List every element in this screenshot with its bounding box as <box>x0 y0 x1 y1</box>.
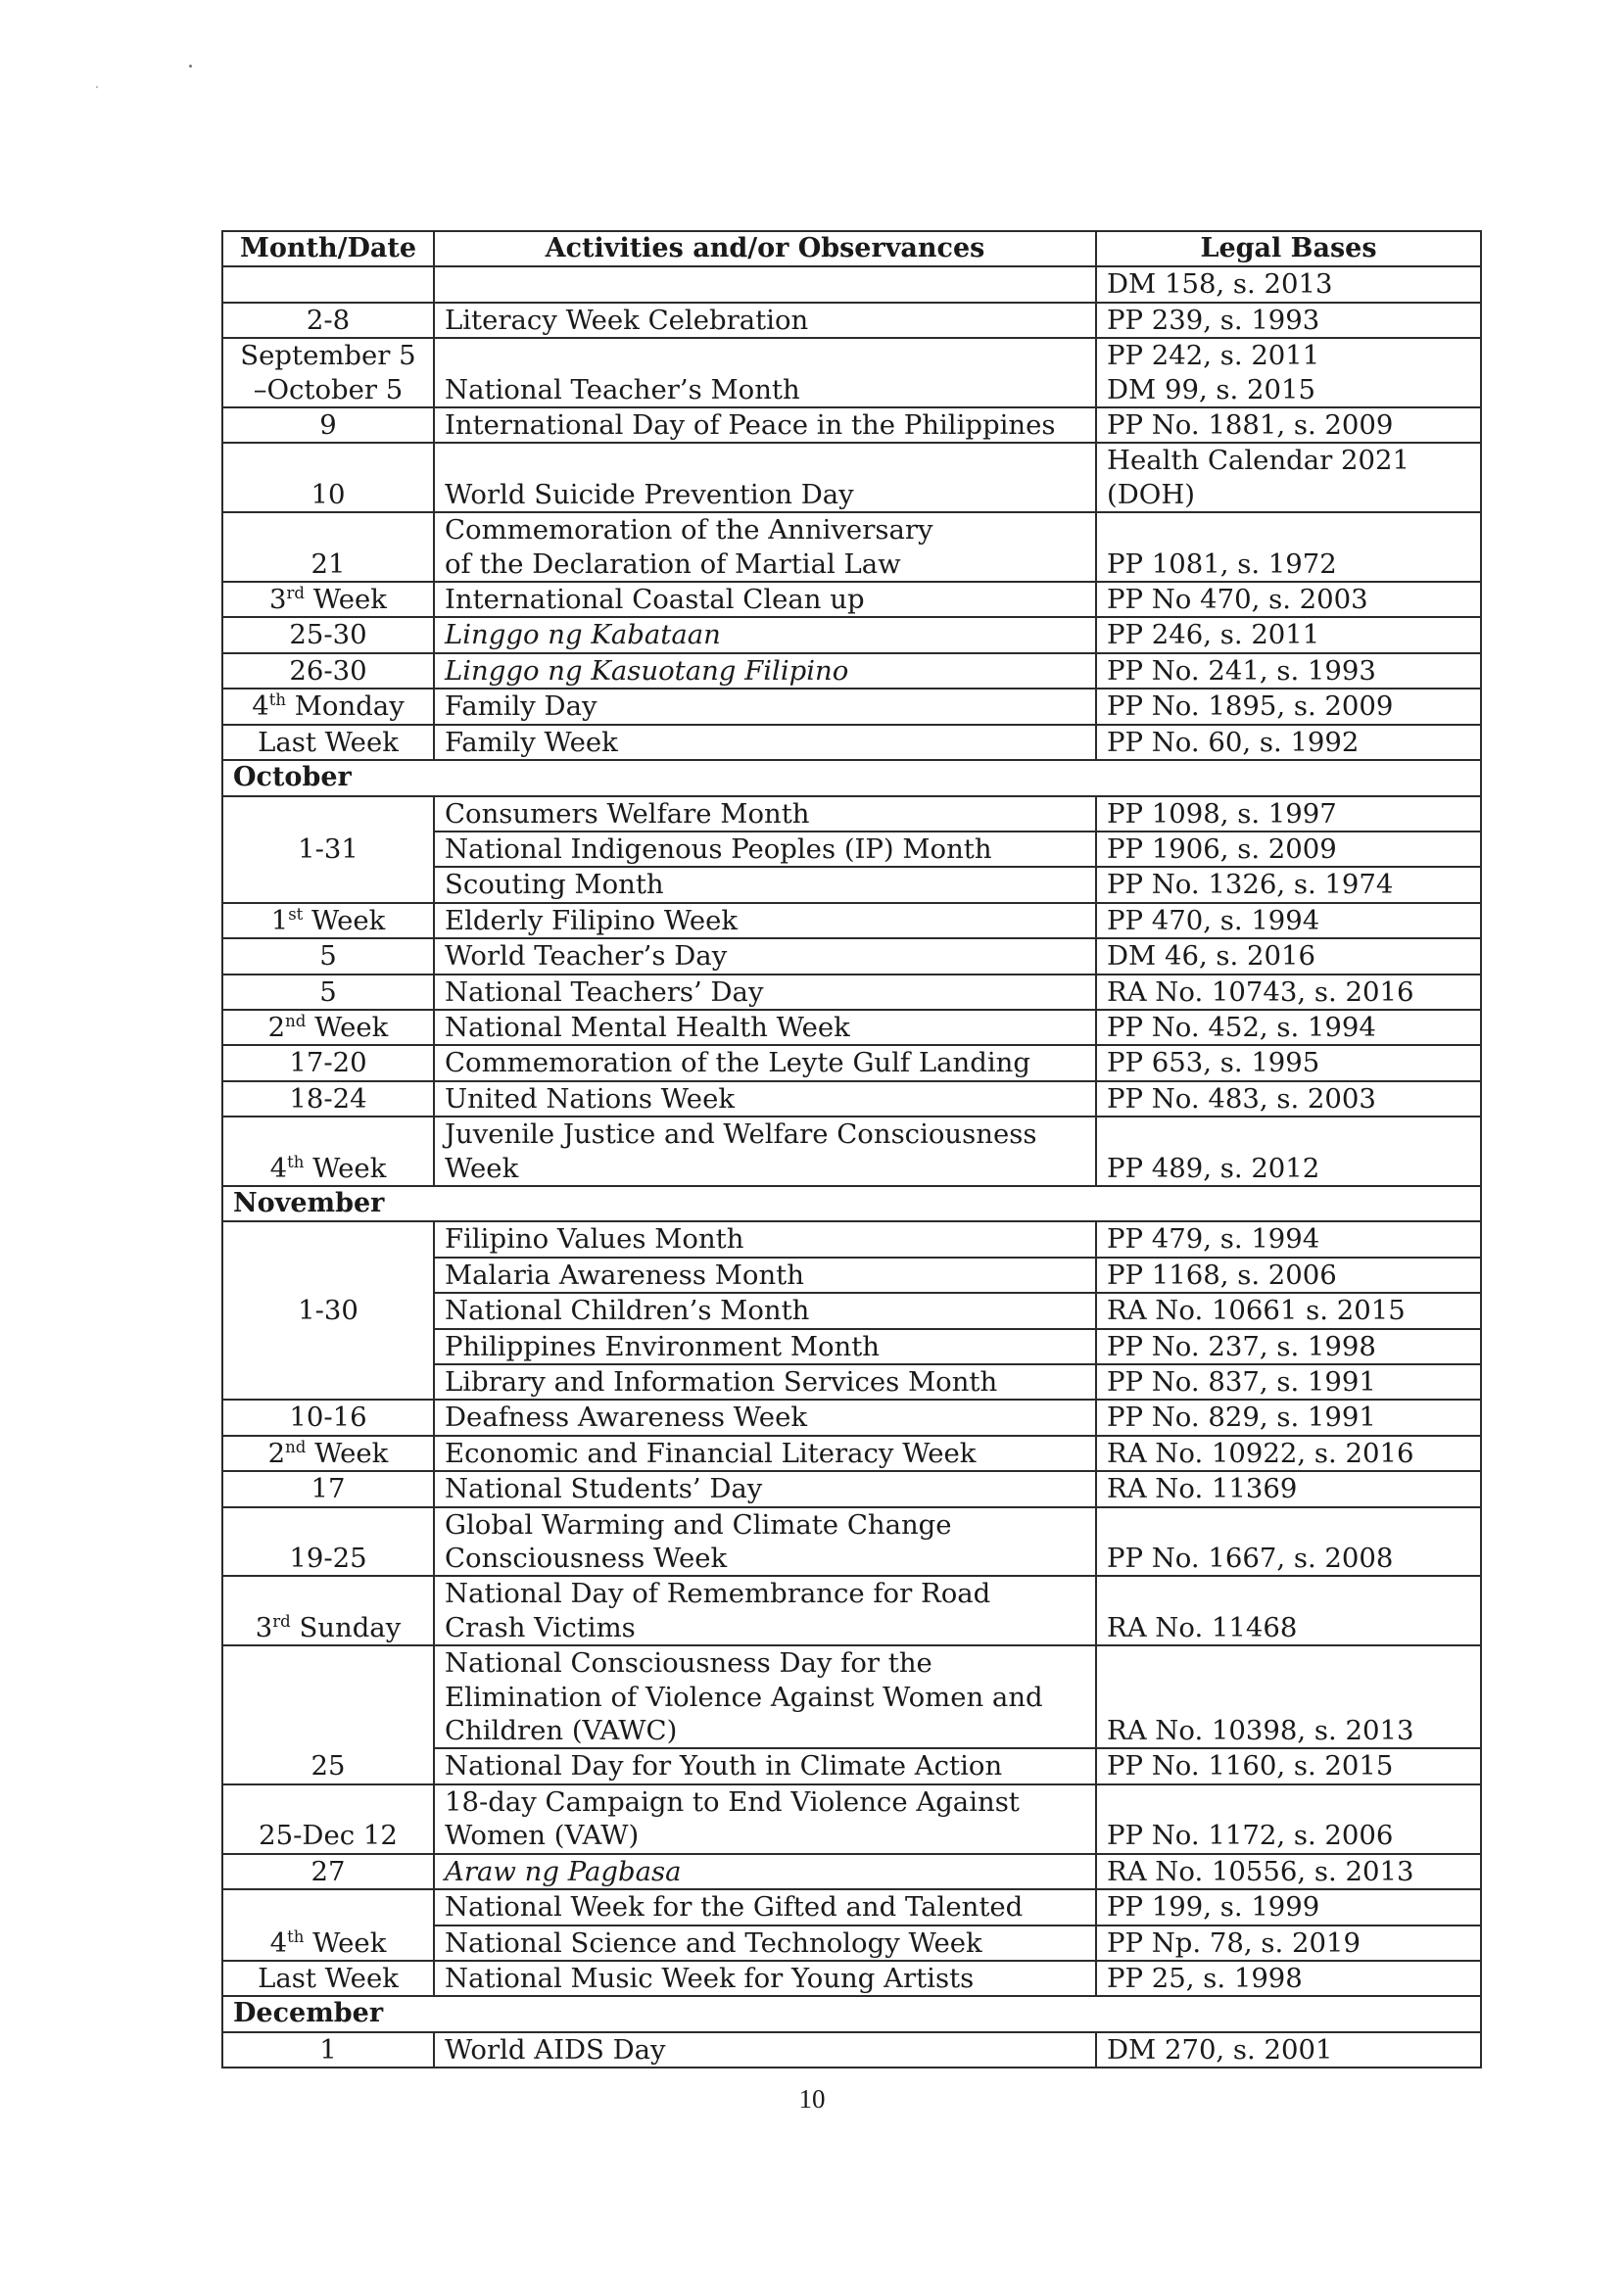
date-unit: Week <box>306 1011 389 1043</box>
activity-cell: National Week for the Gifted and Talented <box>434 1889 1096 1925</box>
date-cell <box>222 1436 434 1471</box>
activity-cell: World Teacher’s Day <box>434 938 1096 974</box>
basis-cell: PP No. 60, s. 1992 <box>1096 725 1481 760</box>
date-cell <box>222 582 434 617</box>
month-heading-december: December <box>222 1996 1481 2031</box>
ordinal-number: 2 <box>267 1011 286 1043</box>
activity-cell <box>434 1576 1096 1645</box>
basis-cell: PP 199, s. 1999 <box>1096 1889 1481 1925</box>
activity-line: Women (VAW) <box>445 1820 640 1852</box>
basis-cell: PP 470, s. 1994 <box>1096 903 1481 938</box>
header-legal-bases: Legal Bases <box>1096 231 1481 266</box>
ordinal-number: 1 <box>270 904 289 936</box>
table-row <box>222 1221 1481 1257</box>
ordinal-suffix: th <box>287 1926 305 1946</box>
date-cell: 1 <box>222 2032 434 2068</box>
date-cell: Last Week <box>222 725 434 760</box>
activity-cell: Philippines Environment Month <box>434 1329 1096 1364</box>
basis-cell: PP No. 452, s. 1994 <box>1096 1010 1481 1045</box>
activity-cell: International Day of Peace in the Philippines <box>434 407 1096 443</box>
basis-cell: RA No. 10556, s. 2013 <box>1096 1854 1481 1889</box>
table-row <box>222 1784 1481 1854</box>
date-unit: Week <box>303 904 386 936</box>
activity-cell: World Suicide Prevention Day <box>434 443 1096 512</box>
date-unit: Week <box>304 1926 387 1959</box>
basis-cell: RA No. 10743, s. 2016 <box>1096 975 1481 1010</box>
date-unit: Monday <box>286 690 405 723</box>
ordinal-number: 2 <box>267 1437 286 1469</box>
activity-cell: World AIDS Day <box>434 2032 1096 2068</box>
date-cell: 25-30 <box>222 617 434 652</box>
basis-cell: PP No. 1160, s. 2015 <box>1096 1748 1481 1783</box>
date-cell <box>222 1889 434 1961</box>
activity-line: Global Warming and Climate Change <box>445 1508 952 1541</box>
table-row <box>222 617 1481 652</box>
activity-cell <box>434 1117 1096 1186</box>
activity-cell: Malaria Awareness Month <box>434 1258 1096 1293</box>
activity-line: 18-day Campaign to End Violence Against <box>445 1785 1020 1818</box>
table-row <box>222 512 1481 582</box>
activity-cell <box>434 1784 1096 1854</box>
activity-cell: Deafness Awareness Week <box>434 1400 1096 1435</box>
table-row <box>222 938 1481 974</box>
basis-cell: DM 158, s. 2013 <box>1096 266 1481 302</box>
date-cell: 25 <box>222 1645 434 1784</box>
activity-line: of the Declaration of Martial Law <box>445 547 901 580</box>
basis-cell: RA No. 11468 <box>1096 1576 1481 1645</box>
table-row <box>222 1645 1481 1748</box>
table-row <box>222 303 1481 338</box>
table-row <box>222 1889 1481 1925</box>
basis-line: DM 99, s. 2015 <box>1107 373 1316 405</box>
basis-cell: PP No. 1881, s. 2009 <box>1096 407 1481 443</box>
table-row <box>222 903 1481 938</box>
date-unit: Week <box>304 584 387 616</box>
basis-cell: RA No. 10922, s. 2016 <box>1096 1436 1481 1471</box>
basis-cell: PP No. 237, s. 1998 <box>1096 1329 1481 1364</box>
activity-cell <box>434 1645 1096 1748</box>
table-row <box>222 1854 1481 1889</box>
ordinal-suffix: nd <box>285 1437 307 1456</box>
observances-table <box>221 230 1482 2068</box>
basis-cell: RA No. 10661 s. 2015 <box>1096 1293 1481 1328</box>
table-row <box>222 725 1481 760</box>
date-cell <box>222 1117 434 1186</box>
date-cell: 1-31 <box>222 796 434 903</box>
table-row <box>222 1961 1481 1996</box>
activity-cell: Elderly Filipino Week <box>434 903 1096 938</box>
activity-line: Juvenile Justice and Welfare Consciousness <box>445 1118 1037 1151</box>
date-cell <box>222 266 434 302</box>
month-heading-november: November <box>222 1186 1481 1221</box>
month-row <box>222 1996 1481 2031</box>
table-row <box>222 1471 1481 1506</box>
header-month-date: Month/Date <box>222 231 434 266</box>
basis-cell: PP Np. 78, s. 2019 <box>1096 1925 1481 1961</box>
activity-cell <box>434 266 1096 302</box>
basis-cell: PP 653, s. 1995 <box>1096 1045 1481 1080</box>
date-cell: 17 <box>222 1471 434 1506</box>
basis-cell: RA No. 11369 <box>1096 1471 1481 1506</box>
basis-cell: DM 270, s. 2001 <box>1096 2032 1481 2068</box>
date-unit: Sunday <box>290 1611 402 1643</box>
date-cell: 1-30 <box>222 1221 434 1400</box>
date-cell: Last Week <box>222 1961 434 1996</box>
date-cell <box>222 1576 434 1645</box>
table-row <box>222 1010 1481 1045</box>
basis-cell: PP 489, s. 2012 <box>1096 1117 1481 1186</box>
date-unit: Week <box>304 1152 387 1184</box>
date-cell <box>222 1010 434 1045</box>
table-row <box>222 1117 1481 1186</box>
activity-cell: National Teacher’s Month <box>434 338 1096 407</box>
basis-cell: PP No. 1172, s. 2006 <box>1096 1784 1481 1854</box>
basis-cell: PP 1168, s. 2006 <box>1096 1258 1481 1293</box>
basis-cell: PP 479, s. 1994 <box>1096 1221 1481 1257</box>
ordinal-suffix: th <box>268 690 287 710</box>
basis-line: (DOH) <box>1107 478 1196 510</box>
basis-cell: PP 1906, s. 2009 <box>1096 832 1481 867</box>
page-number: 10 <box>798 2084 826 2114</box>
table-row <box>222 1400 1481 1435</box>
activity-cell: National Music Week for Young Artists <box>434 1961 1096 1996</box>
basis-cell: PP 246, s. 2011 <box>1096 617 1481 652</box>
activity-cell: United Nations Week <box>434 1081 1096 1117</box>
month-row <box>222 1186 1481 1221</box>
date-cell: 10 <box>222 443 434 512</box>
month-heading-october: October <box>222 760 1481 795</box>
date-cell: 5 <box>222 938 434 974</box>
basis-cell: RA No. 10398, s. 2013 <box>1096 1645 1481 1748</box>
ordinal-suffix: st <box>288 904 304 924</box>
basis-cell: PP No. 1667, s. 2008 <box>1096 1507 1481 1577</box>
table-row <box>222 407 1481 443</box>
basis-cell: PP No. 483, s. 2003 <box>1096 1081 1481 1117</box>
basis-cell <box>1096 443 1481 512</box>
date-cell: 5 <box>222 975 434 1010</box>
activity-cell: Family Day <box>434 689 1096 724</box>
table-row <box>222 689 1481 724</box>
table-row <box>222 1081 1481 1117</box>
table-row <box>222 975 1481 1010</box>
date-cell <box>222 338 434 407</box>
table-row <box>222 1045 1481 1080</box>
table-header-row <box>222 231 1481 266</box>
activity-cell: Consumers Welfare Month <box>434 796 1096 832</box>
date-line: September 5 <box>240 340 416 372</box>
basis-cell: PP 1098, s. 1997 <box>1096 796 1481 832</box>
basis-cell: PP No. 829, s. 1991 <box>1096 1400 1481 1435</box>
date-cell <box>222 689 434 724</box>
table-row <box>222 443 1481 512</box>
table-row <box>222 2032 1481 2068</box>
date-cell: 19-25 <box>222 1507 434 1577</box>
activity-cell: Family Week <box>434 725 1096 760</box>
scan-speck <box>189 65 192 68</box>
date-cell: 17-20 <box>222 1045 434 1080</box>
table-row <box>222 796 1481 832</box>
activity-line: Consciousness Week <box>445 1543 728 1575</box>
activity-cell <box>434 1507 1096 1577</box>
activity-cell: Linggo ng Kabataan <box>434 617 1096 652</box>
activity-line: Crash Victims <box>445 1611 636 1643</box>
activity-cell: Araw ng Pagbasa <box>434 1854 1096 1889</box>
activity-line: Commemoration of the Anniversary <box>445 514 933 547</box>
activity-cell: National Students’ Day <box>434 1471 1096 1506</box>
ordinal-suffix: th <box>287 1152 305 1171</box>
ordinal-suffix: rd <box>286 583 305 602</box>
basis-line: PP 242, s. 2011 <box>1107 340 1320 372</box>
activity-cell: Filipino Values Month <box>434 1221 1096 1257</box>
date-cell: 10-16 <box>222 1400 434 1435</box>
ordinal-number: 4 <box>269 1152 288 1184</box>
date-cell: 18-24 <box>222 1081 434 1117</box>
activity-cell: National Teachers’ Day <box>434 975 1096 1010</box>
basis-cell: PP No. 1895, s. 2009 <box>1096 689 1481 724</box>
activity-cell: National Mental Health Week <box>434 1010 1096 1045</box>
basis-cell: PP 1081, s. 1972 <box>1096 512 1481 582</box>
activity-line: Week <box>445 1152 519 1184</box>
activity-line: Children (VAWC) <box>445 1715 678 1747</box>
ordinal-suffix: rd <box>272 1611 291 1631</box>
basis-cell: DM 46, s. 2016 <box>1096 938 1481 974</box>
activity-cell: International Coastal Clean up <box>434 582 1096 617</box>
table-row <box>222 582 1481 617</box>
table-row <box>222 1507 1481 1577</box>
ordinal-number: 4 <box>269 1926 288 1959</box>
date-cell: 21 <box>222 512 434 582</box>
activity-cell: Scouting Month <box>434 867 1096 902</box>
activity-cell: Linggo ng Kasuotang Filipino <box>434 653 1096 689</box>
month-row <box>222 760 1481 795</box>
date-cell: 2-8 <box>222 303 434 338</box>
table-row <box>222 1576 1481 1645</box>
basis-line: Health Calendar 2021 <box>1107 445 1410 477</box>
table-row <box>222 266 1481 302</box>
activity-cell: National Day for Youth in Climate Action <box>434 1748 1096 1783</box>
ordinal-number: 4 <box>252 690 269 723</box>
basis-cell: PP No. 241, s. 1993 <box>1096 653 1481 689</box>
ordinal-suffix: nd <box>285 1011 307 1030</box>
date-cell: 26-30 <box>222 653 434 689</box>
ordinal-number: 3 <box>255 1611 273 1643</box>
activity-cell: Commemoration of the Leyte Gulf Landing <box>434 1045 1096 1080</box>
activity-cell: National Children’s Month <box>434 1293 1096 1328</box>
activity-cell: National Science and Technology Week <box>434 1925 1096 1961</box>
date-cell: 27 <box>222 1854 434 1889</box>
date-cell: 9 <box>222 407 434 443</box>
activity-cell: Economic and Financial Literacy Week <box>434 1436 1096 1471</box>
activity-line: Elimination of Violence Against Women and <box>445 1681 1043 1713</box>
date-line: –October 5 <box>253 373 404 405</box>
basis-cell <box>1096 338 1481 407</box>
activity-line: National Consciousness Day for the <box>445 1647 932 1680</box>
table-row <box>222 338 1481 407</box>
activity-cell: Library and Information Services Month <box>434 1364 1096 1400</box>
basis-cell: PP No. 1326, s. 1974 <box>1096 867 1481 902</box>
basis-cell: PP No. 837, s. 1991 <box>1096 1364 1481 1400</box>
activity-cell: National Indigenous Peoples (IP) Month <box>434 832 1096 867</box>
basis-cell: PP 239, s. 1993 <box>1096 303 1481 338</box>
table-row <box>222 1436 1481 1471</box>
date-cell: 25-Dec 12 <box>222 1784 434 1854</box>
activity-line: National Day of Remembrance for Road <box>445 1578 991 1610</box>
date-unit: Week <box>306 1437 389 1469</box>
basis-cell: PP 25, s. 1998 <box>1096 1961 1481 1996</box>
table-row <box>222 653 1481 689</box>
activity-cell <box>434 512 1096 582</box>
date-cell <box>222 903 434 938</box>
scan-speck <box>96 86 98 88</box>
activity-cell: Literacy Week Celebration <box>434 303 1096 338</box>
ordinal-number: 3 <box>269 584 287 616</box>
header-activities: Activities and/or Observances <box>434 231 1096 266</box>
basis-cell: PP No 470, s. 2003 <box>1096 582 1481 617</box>
